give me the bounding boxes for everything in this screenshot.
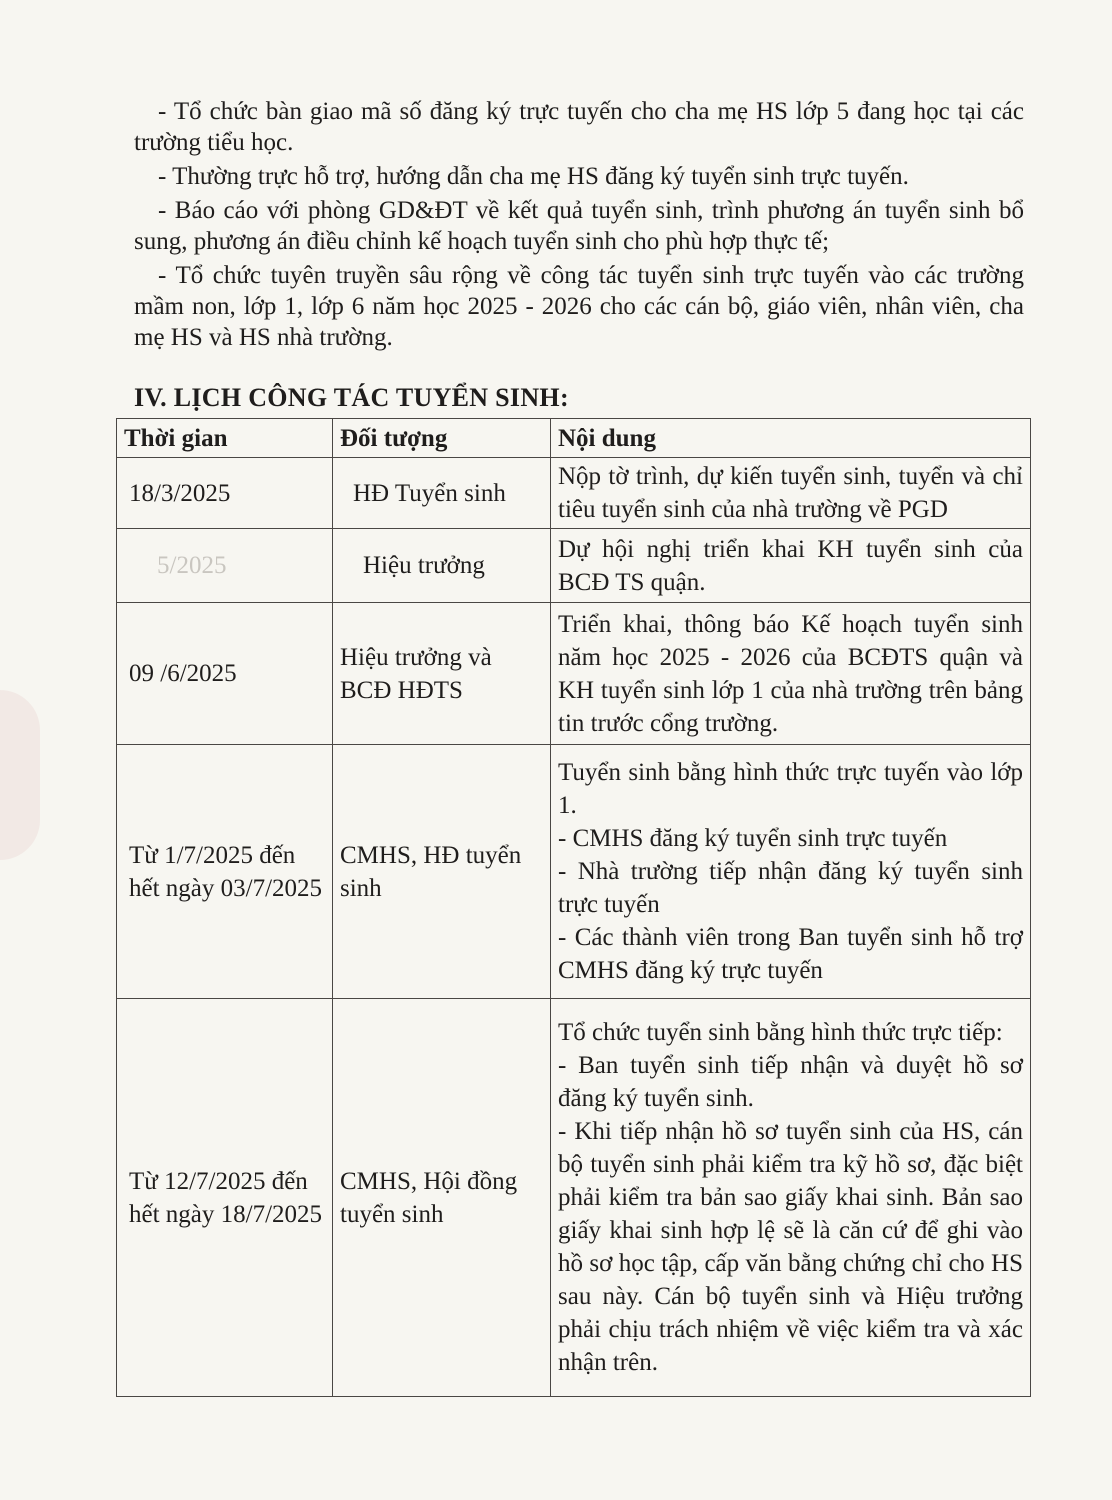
row-target: CMHS, HĐ tuyển sinh <box>333 745 551 999</box>
content-line: - Khi tiếp nhận hồ sơ tuyển sinh của HS, cán bộ tuyển sinh phải kiểm tra kỹ hồ sơ, đặc biệt phải kiểm tra bản sao giấy khai sinh. Bản sao giấy khai sinh hợp lệ sẽ là căn cứ để ghi vào hồ sơ học tập, cấp văn bằng chứng chỉ cho HS sau này. Cán bộ tuyển sinh và Hiệu trưởng phải chịu trách nhiệm về việc kiểm tra và xác nhận trên. <box>558 1118 1023 1376</box>
row-target: HĐ Tuyển sinh <box>333 458 551 529</box>
intro-paragraph-2-text: - Thường trực hỗ trợ, hướng dẫn cha mẹ HS đăng ký tuyển sinh trực tuyến. <box>158 163 909 190</box>
content-line: - CMHS đăng ký tuyển sinh trực tuyến <box>558 825 948 852</box>
table-row <box>117 529 1031 603</box>
intro-paragraph-4-text: - Tổ chức tuyên truyền sâu rộng về công tác tuyển sinh trực tuyến vào các trường mầm non, lớp 1, lớp 6 năm học 2025 - 2026 cho các cán bộ, giáo viên, nhân viên, cha mẹ HS và HS nhà trường. <box>134 262 1024 351</box>
content-line: Tổ chức tuyển sinh bằng hình thức trực tiếp: <box>558 1019 1003 1046</box>
stamp-mark <box>0 690 40 860</box>
intro-paragraph-4 <box>134 260 1024 353</box>
row-target: Hiệu trưởng và BCĐ HĐTS <box>333 603 551 745</box>
row-content: Triển khai, thông báo Kế hoạch tuyển sinh năm học 2025 - 2026 của BCĐTS quận và KH tuyển sinh lớp 1 của nhà trường trên bảng tin trước cổng trường. <box>551 603 1031 745</box>
row-target: CMHS, Hội đồng tuyển sinh <box>333 999 551 1397</box>
row-content: Nộp tờ trình, dự kiến tuyển sinh, tuyển và chỉ tiêu tuyển sinh của nhà trường về PGD <box>551 458 1031 529</box>
intro-paragraph-2 <box>134 161 1024 192</box>
intro-paragraph-3-text: - Báo cáo với phòng GD&ĐT về kết quả tuyển sinh, trình phương án tuyển sinh bổ sung, phương án điều chỉnh kế hoạch tuyển sinh cho phù hợp thực tế; <box>134 197 1024 255</box>
row-content <box>551 745 1031 999</box>
header-time: Thời gian <box>117 419 333 458</box>
table-header-row <box>117 419 1031 458</box>
content-line: - Ban tuyển sinh tiếp nhận và duyệt hồ sơ đăng ký tuyển sinh. <box>558 1052 1023 1112</box>
header-target: Đối tượng <box>333 419 551 458</box>
content-line: - Các thành viên trong Ban tuyển sinh hỗ trợ CMHS đăng ký trực tuyến <box>558 924 1023 984</box>
intro-paragraph-1 <box>134 96 1024 158</box>
intro-paragraph-3 <box>134 195 1024 257</box>
intro-paragraphs <box>134 96 1024 356</box>
row-content <box>551 999 1031 1397</box>
table-row <box>117 603 1031 745</box>
section-heading: IV. LỊCH CÔNG TÁC TUYỂN SINH: <box>134 383 569 412</box>
table-row <box>117 999 1031 1397</box>
row-time: 09 /6/2025 <box>117 603 333 745</box>
row-time: 5/2025 <box>117 529 333 603</box>
row-time: 18/3/2025 <box>117 458 333 529</box>
intro-paragraph-1-text: - Tổ chức bàn giao mã số đăng ký trực tuyến cho cha mẹ HS lớp 5 đang học tại các trường tiểu học. <box>134 98 1024 156</box>
content-line: - Nhà trường tiếp nhận đăng ký tuyển sinh trực tuyến <box>558 858 1023 918</box>
table-row <box>117 745 1031 999</box>
schedule-table <box>116 418 1031 1397</box>
row-time: Từ 12/7/2025 đến hết ngày 18/7/2025 <box>117 999 333 1397</box>
row-target: Hiệu trưởng <box>333 529 551 603</box>
header-content: Nội dung <box>551 419 1031 458</box>
table-row <box>117 458 1031 529</box>
content-line: Tuyển sinh bằng hình thức trực tuyến vào lớp 1. <box>558 759 1023 819</box>
row-content: Dự hội nghị triển khai KH tuyển sinh của BCĐ TS quận. <box>551 529 1031 603</box>
row-time: Từ 1/7/2025 đến hết ngày 03/7/2025 <box>117 745 333 999</box>
